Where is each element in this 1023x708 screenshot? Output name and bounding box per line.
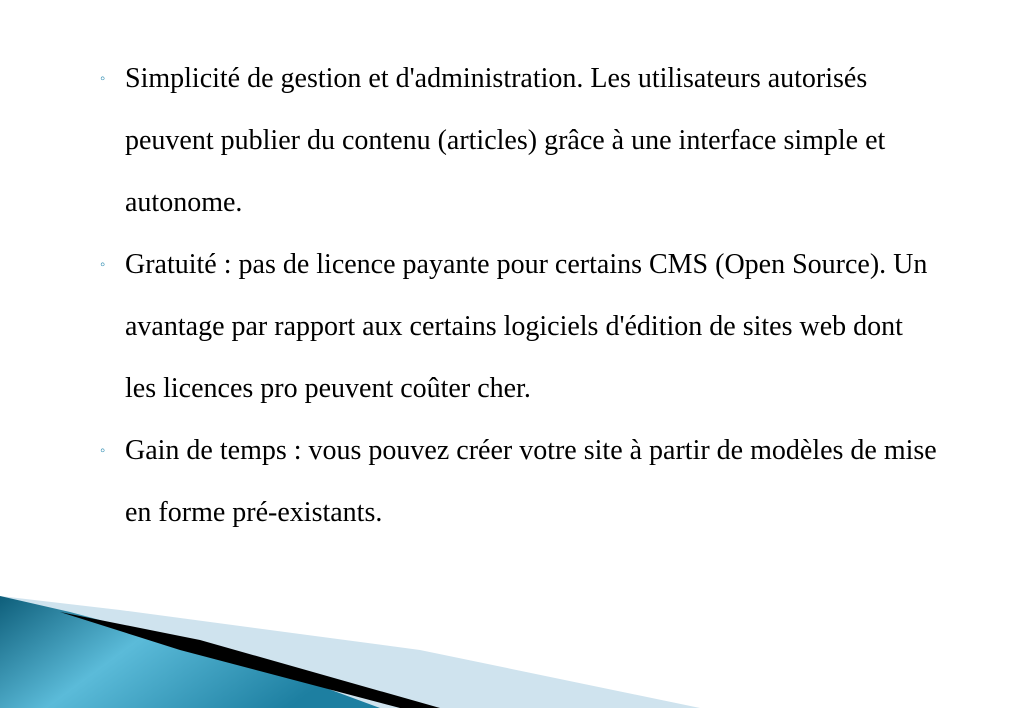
bullet-text: Gratuité : pas de licence payante pour certains CMS (Open Source). Un avantage par rapport aux certains logiciels d'édition de sites web dont les licences pro peuvent coûter cher.: [125, 249, 928, 404]
bullet-text: Simplicité de gestion et d'administration. Les utilisateurs autorisés peuvent publier du contenu (articles) grâce à une interface simple et autonome.: [125, 63, 886, 218]
bullet-text: Gain de temps : vous pouvez créer votre site à partir de modèles de mise en forme pré-existants.: [125, 435, 937, 528]
bullet-circle-icon: ◦: [100, 257, 106, 273]
bullet-circle-icon: ◦: [100, 71, 106, 87]
bullet-circle-icon: ◦: [100, 443, 106, 459]
